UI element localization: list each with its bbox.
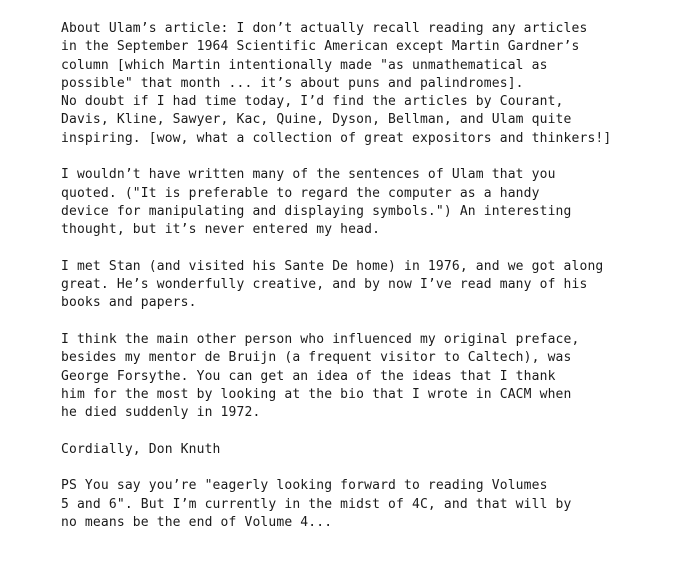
text-line: device for manipulating and displaying symbols.") An interesting: [61, 203, 572, 219]
text-line: great. He’s wonderfully creative, and by now I’ve read many of his: [61, 277, 588, 293]
postscript: [61, 477, 661, 532]
text-line: in the September 1964 Scientific American except Martin Gardner’s: [61, 39, 580, 55]
text-line: possible" that month ... it’s about puns and palindromes].: [61, 75, 524, 91]
text-line: him for the most by looking at the bio that I wrote in CACM when: [61, 386, 572, 402]
text-line: books and papers.: [61, 295, 197, 311]
text-line: quoted. ("It is preferable to regard the computer as a handy: [61, 185, 540, 201]
text-line: I wouldn’t have written many of the sentences of Ulam that you: [61, 167, 556, 183]
signature-closing: [61, 441, 661, 459]
text-line: PS You say you’re "eagerly looking forward to reading Volumes: [61, 478, 548, 494]
letter-body: [61, 20, 661, 551]
text-line: About Ulam’s article: I don’t actually recall reading any articles: [61, 21, 588, 36]
text-line: no means be the end of Volume 4...: [61, 515, 333, 531]
text-line: 5 and 6". But I’m currently in the midst of 4C, and that will by: [61, 496, 572, 512]
paragraph-ulam-article: [61, 20, 661, 148]
text-line: I met Stan (and visited his Sante De home) in 1976, and we got along: [61, 258, 604, 274]
text-line: thought, but it’s never entered my head.: [61, 222, 381, 238]
text-line: besides my mentor de Bruijn (a frequent visitor to Caltech), was: [61, 350, 572, 366]
text-line: George Forsythe. You can get an idea of the ideas that I thank: [61, 368, 556, 384]
paragraph-preface-influence: [61, 331, 661, 422]
text-line: he died suddenly in 1972.: [61, 405, 261, 421]
text-line: column [which Martin intentionally made "as unmathematical as: [61, 57, 548, 73]
text-line: I think the main other person who influenced my original preface,: [61, 332, 580, 348]
text-line: inspiring. [wow, what a collection of great expositors and thinkers!]: [61, 130, 612, 146]
text-line: Cordially, Don Knuth: [61, 441, 221, 457]
text-line: Davis, Kline, Sawyer, Kac, Quine, Dyson, Bellman, and Ulam quite: [61, 112, 572, 128]
paragraph-met-stan: [61, 258, 661, 313]
text-line: No doubt if I had time today, I’d find the articles by Courant,: [61, 94, 564, 110]
paragraph-ulam-sentences: [61, 166, 661, 239]
